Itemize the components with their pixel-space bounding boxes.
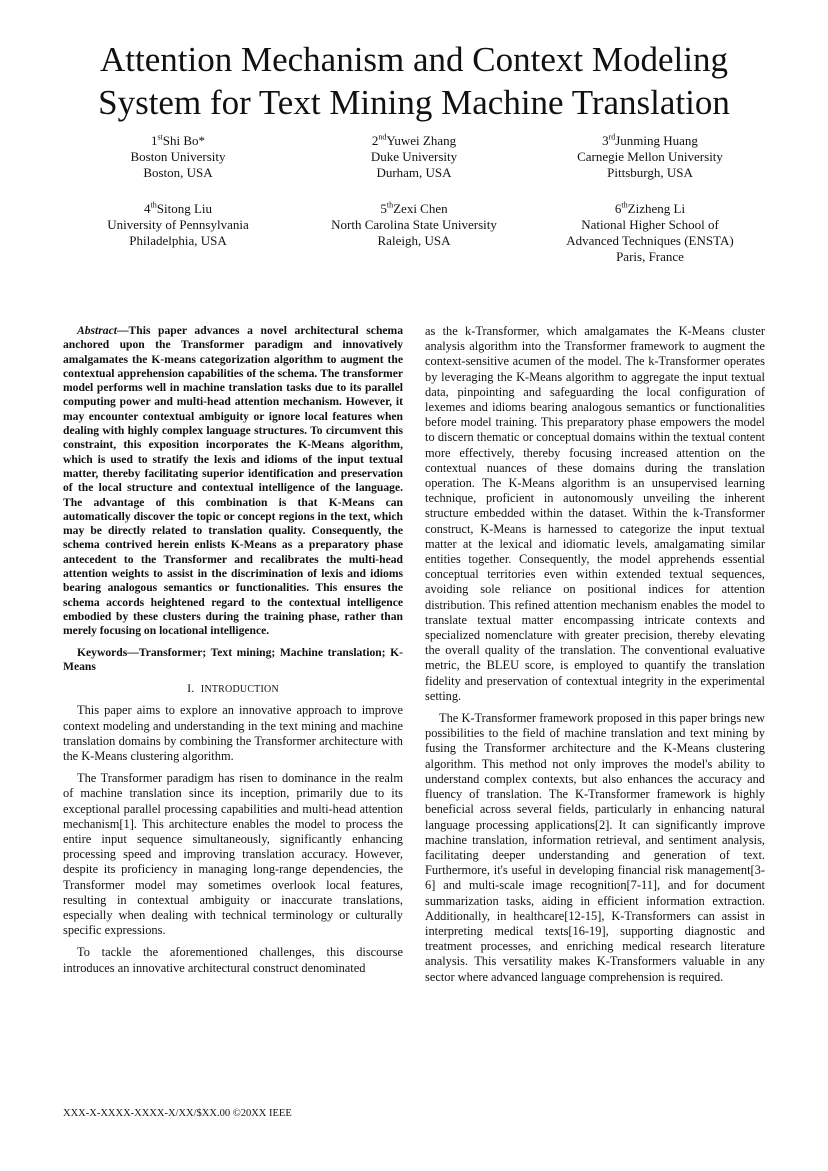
right-column <box>425 324 765 992</box>
author-location: Boston, USA <box>143 165 213 180</box>
paper-title: Attention Mechanism and Context Modeling System for Text Mining Machine Translation <box>98 40 730 122</box>
author-6: 6thZizheng Li National Higher School of Advanced Techniques (ENSTA) Paris, France <box>532 201 768 265</box>
copyright-footer: XXX-X-XXXX-XXXX-X/XX/$XX.00 ©20XX IEEE <box>63 1108 292 1119</box>
author-affiliation: Carnegie Mellon University <box>577 149 723 164</box>
abstract-text: —This paper advances a novel architectural schema anchored upon the Transformer paradigm and innovatively amalgamates the K-means categorization algorithm to augment the contextual apprehension capabilities of the schema. The transformer model performs well in machine translation tasks due to its parallel computing power and multi-head attention mechanism. However, it may encounter contextual ambiguity or ignore local features when dealing with highly complex language structures. To circumvent this constraint, this exposition incorporates the K-Means algorithm, which is used to stratify the lexis and idioms of the input textual matter, thereby facilitating superior identification and preservation of the local structure and contextual intelligence of the language. The advantage of this combination is that K-Means can automatically discover the topic or concept regions in the text, which may be directly related to translation quality. Consequently, the schema contrived herein enlists K-Means as a preparatory phase antecedent to the Transformer and recalibrates the multi-head attention weights to assist in the discrimination of lexis and idioms bearing analogous semantics or functionalities. This ensures the schema accords heightened regard to the contextual intelligence embodied by these clusters during the training phase, rather than merely focusing on locational intelligence. <box>63 324 403 638</box>
author-3: 3rdJunming Huang Carnegie Mellon University Pittsburgh, USA <box>532 133 768 181</box>
left-column <box>63 324 403 983</box>
author-location: Durham, USA <box>376 165 452 180</box>
author-5: 5thZexi Chen North Carolina State University Raleigh, USA <box>296 201 532 265</box>
section-numeral: I. <box>187 681 195 696</box>
abstract <box>63 324 403 639</box>
author-affiliation-line-2: Advanced Techniques (ENSTA) <box>566 233 734 248</box>
author-name: Sitong Liu <box>156 201 212 216</box>
author-affiliation: Duke University <box>370 149 458 164</box>
section-title: INTRODUCTION <box>200 684 279 696</box>
intro-paragraph-2: The Transformer paradigm has risen to dominance in the realm of machine translation since its inception, primarily due to its exceptional parallel processing capabilities and multi-head attention mechanism[1]. This architecture enables the model to process the entire input sequence simultaneously, significantly enhancing processing speed and improving translation accuracy. However, despite its proficiency in managing long-range dependencies, the Transformer model may sometimes overlook local features, resulting in contextual ambiguity or inaccurate translations, especially when dealing with technical terminology or culturally specific expressions. <box>63 771 403 938</box>
author-affiliation: National Higher School of <box>581 217 719 232</box>
author-location: Paris, France <box>616 249 684 264</box>
author-name: Zexi Chen <box>393 201 448 216</box>
intro-paragraph-3: To tackle the aforementioned challenges, this discourse introduces an innovative architectural construct denominated <box>63 945 403 975</box>
abstract-label: Abstract <box>77 324 117 337</box>
author-block <box>60 133 768 265</box>
author-location: Pittsburgh, USA <box>607 165 693 180</box>
section-heading-introduction <box>63 681 403 697</box>
author-name: Zizheng Li <box>627 201 686 216</box>
author-4: 4thSitong Liu University of Pennsylvania Philadelphia, USA <box>60 201 296 265</box>
author-name: Junming Huang <box>615 133 698 148</box>
author-name: Shi Bo* <box>162 133 206 148</box>
author-location: Raleigh, USA <box>377 233 451 248</box>
author-1: 1stShi Bo* Boston University Boston, USA <box>60 133 296 181</box>
keywords: Keywords—Transformer; Text mining; Machine translation; K-Means <box>63 645 403 673</box>
intro-paragraph-4: The K-Transformer framework proposed in this paper brings new possibilities to the field of machine translation and text mining by fusing the Transformer architecture and the K-Means clustering algorithm. This method not only improves the model's ability to understand complex contexts, but also enhances the accuracy and fluency of translation. The K-Transformer framework is highly beneficial across several fields, particularly in enhancing natural language processing applications[2]. It can significantly improve machine translation, information retrieval, and sentiment analysis, facilitating deeper understanding and generation of text. Furthermore, it's useful in developing financial risk management[3-6] and multi-scale image recognition[7-11], and for document summarization tasks, aiding in efficient information extraction. Additionally, in healthcare[12-15], K-Transformers can assist in interpreting medical texts[16-19], supporting diagnostic and treatment processes, and enriching medical research literature analysis. This versatility makes K-Transformers valuable in any sector where advanced language comprehension is required. <box>425 711 765 984</box>
author-name: Yuwei Zhang <box>386 133 457 148</box>
author-affiliation: Boston University <box>130 149 226 164</box>
author-2: 2ndYuwei Zhang Duke University Durham, USA <box>296 133 532 181</box>
author-affiliation: North Carolina State University <box>331 217 497 232</box>
intro-paragraph-1: This paper aims to explore an innovative approach to improve context modeling and understanding in the text mining and machine translation domains by combining the Transformer architecture with the K-Means clustering algorithm. <box>63 703 403 763</box>
author-location: Philadelphia, USA <box>129 233 227 248</box>
author-affiliation: University of Pennsylvania <box>107 217 249 232</box>
intro-paragraph-3-cont: as the k-Transformer, which amalgamates the K-Means cluster analysis algorithm into the Transformer framework to augment the context-sensitive acumen of the model. The k-Transformer operates by leveraging the K-Means algorithm to aggregate the input textual data, pinpointing and safeguarding the local configuration of lexemes and idioms bearing analogous semantics or functionalities before model training. This preparatory phase empowers the model to discern thematic or conceptual domains within the textual content more effectively, thereby focusing increased attention on the contextual nuances of these domains during the translation operation. The K-Means algorithm is an unsupervised learning technique, proficient in autonomously unveiling the inherent structure embedded within the dataset. Within the k-Transformer construct, K-Means is harnessed to categorize the input textual matter at the lexical and idiomatic levels, amalgamating similar entities together. Consequently, the model apprehends essential conceptual territories even within extended textual sequences, avoiding sole reliance on positional indices for attention distribution. This refined attention mechanism enables the model to translate textual matter encompassing intricate contexts and specialized nomenclature with greater precision, thereby elevating the overall quality of the translation. The conventional evaluative metric, the BLEU score, is employed to quantify the translation fidelity and preservation of contextual integrity in the experimental setting. <box>425 324 765 703</box>
